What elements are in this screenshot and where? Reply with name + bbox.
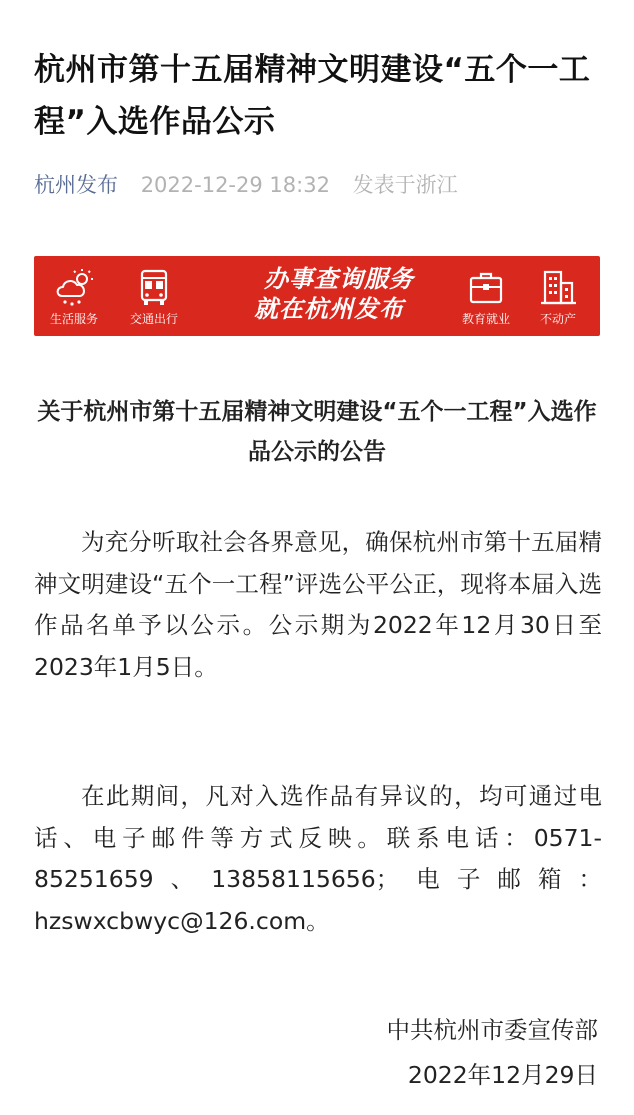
notice-heading: 关于杭州市第十五届精神文明建设“五个一工程”入选作品公示的公告 (37, 399, 597, 465)
notice-paragraph-1: 为充分听取社会各界意见，确保杭州市第十五届精神文明建设“五个一工程”评选公平公正，现将本届入选作品名单予以公示。公示期为2022年12月30日至2023年1月5日。 (34, 528, 602, 681)
service-education-label: 教育就业 (461, 312, 510, 326)
service-traffic[interactable] (118, 268, 190, 327)
article-title: 杭州市第十五届精神文明建设“五个一工程”入选作品公示 (34, 52, 591, 140)
service-traffic-label: 交通出行 (129, 312, 178, 326)
publish-location: 发表于浙江 (352, 173, 458, 197)
notice-paragraph-2 (34, 776, 602, 942)
service-life-label: 生活服务 (49, 312, 98, 326)
account-name-link[interactable]: 杭州发布 (34, 173, 118, 197)
contact-text: 在此期间，凡对入选作品有异议的，均可通过电话、电子邮件等方式反映。联系电话：0571-85251659、13858115656；电子邮箱： (34, 782, 602, 893)
cloud-weather-icon (52, 268, 96, 308)
email-address[interactable]: hzswxcbwyc@126.com (34, 906, 307, 935)
briefcase-icon (464, 268, 508, 308)
service-education[interactable] (450, 268, 522, 327)
building-icon (536, 268, 580, 308)
service-banner[interactable] (34, 256, 600, 336)
signature-date: 2022年12月29日 (407, 1061, 598, 1089)
service-real-estate[interactable] (522, 268, 594, 327)
publish-time: 2022-12-29 18:32 (140, 173, 330, 197)
service-real-estate-label: 不动产 (539, 312, 576, 326)
bus-icon (132, 268, 176, 308)
signature-organization: 中共杭州市委宣传部 (386, 1016, 598, 1044)
service-life[interactable] (38, 268, 110, 327)
paragraph-end-mark: 。 (306, 906, 330, 935)
article-meta (34, 168, 604, 202)
slogan-line-2: 就在杭州发布 (254, 295, 404, 323)
slogan-line-1: 办事查询服务 (264, 265, 414, 293)
banner-slogan (224, 264, 454, 324)
